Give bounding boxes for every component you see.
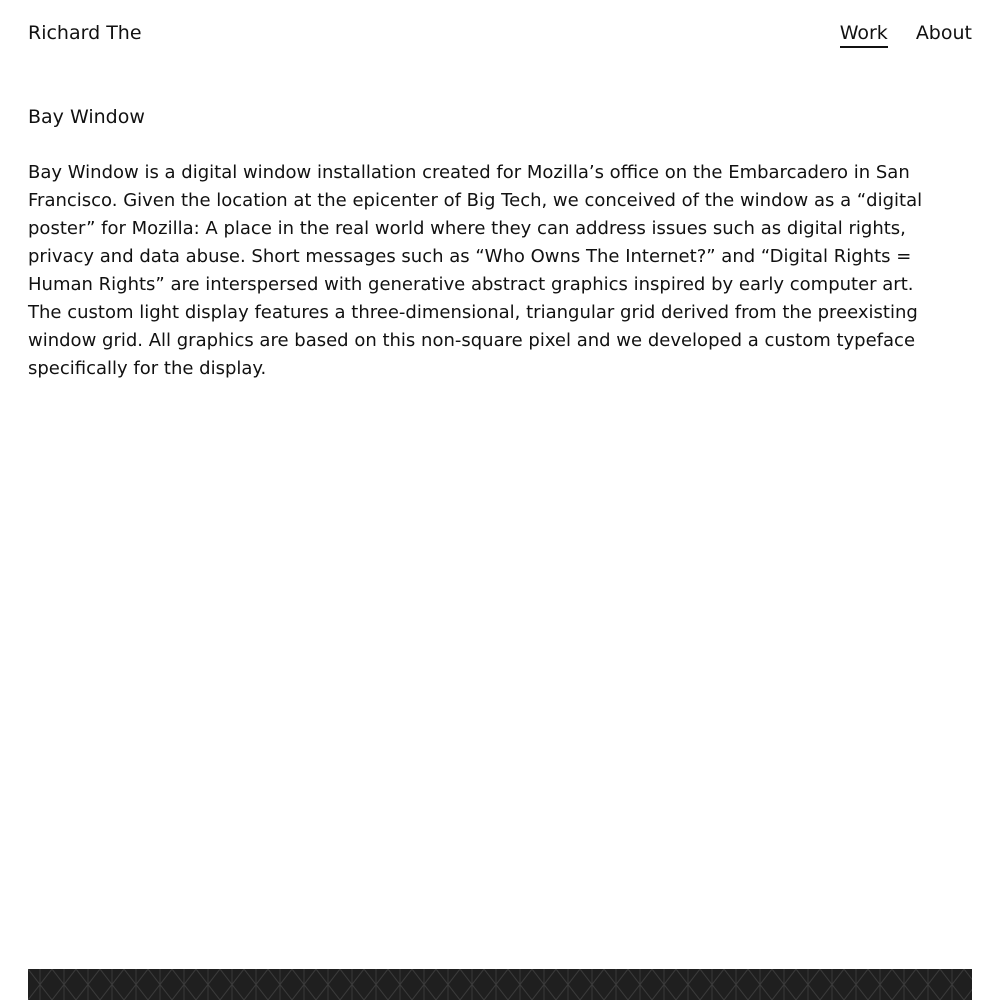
project-title: Bay Window: [28, 106, 145, 128]
description-paragraph-1: Bay Window is a digital window installation created for Mozilla’s office on the Embarcadero in San Francisco. Given the location at the epicenter of Big Tech, we conceived of the window as a “digital poster” for Mozilla: A place in the real world where they can address issues such as digital rights, privacy and data abuse. Short messages such as “Who Owns The Internet?” and “Digital Rights = Human Rights” are interspersed with generative abstract graphics inspired by early computer art.: [28, 162, 923, 295]
triangular-grid-pattern: [28, 969, 972, 1000]
nav-link-about[interactable]: About: [915, 22, 972, 44]
site-name-link[interactable]: Richard The: [28, 22, 142, 44]
nav-link-work[interactable]: Work: [840, 20, 888, 48]
description-paragraph-2: The custom light display features a three-dimensional, triangular grid derived from the preexisting window grid. All graphics are based on this non-square pixel and we developed a custom typeface specifically for the display.: [28, 302, 918, 379]
project-hero-image: [28, 969, 972, 1000]
main-nav: [840, 20, 972, 48]
project-description: [28, 159, 976, 383]
